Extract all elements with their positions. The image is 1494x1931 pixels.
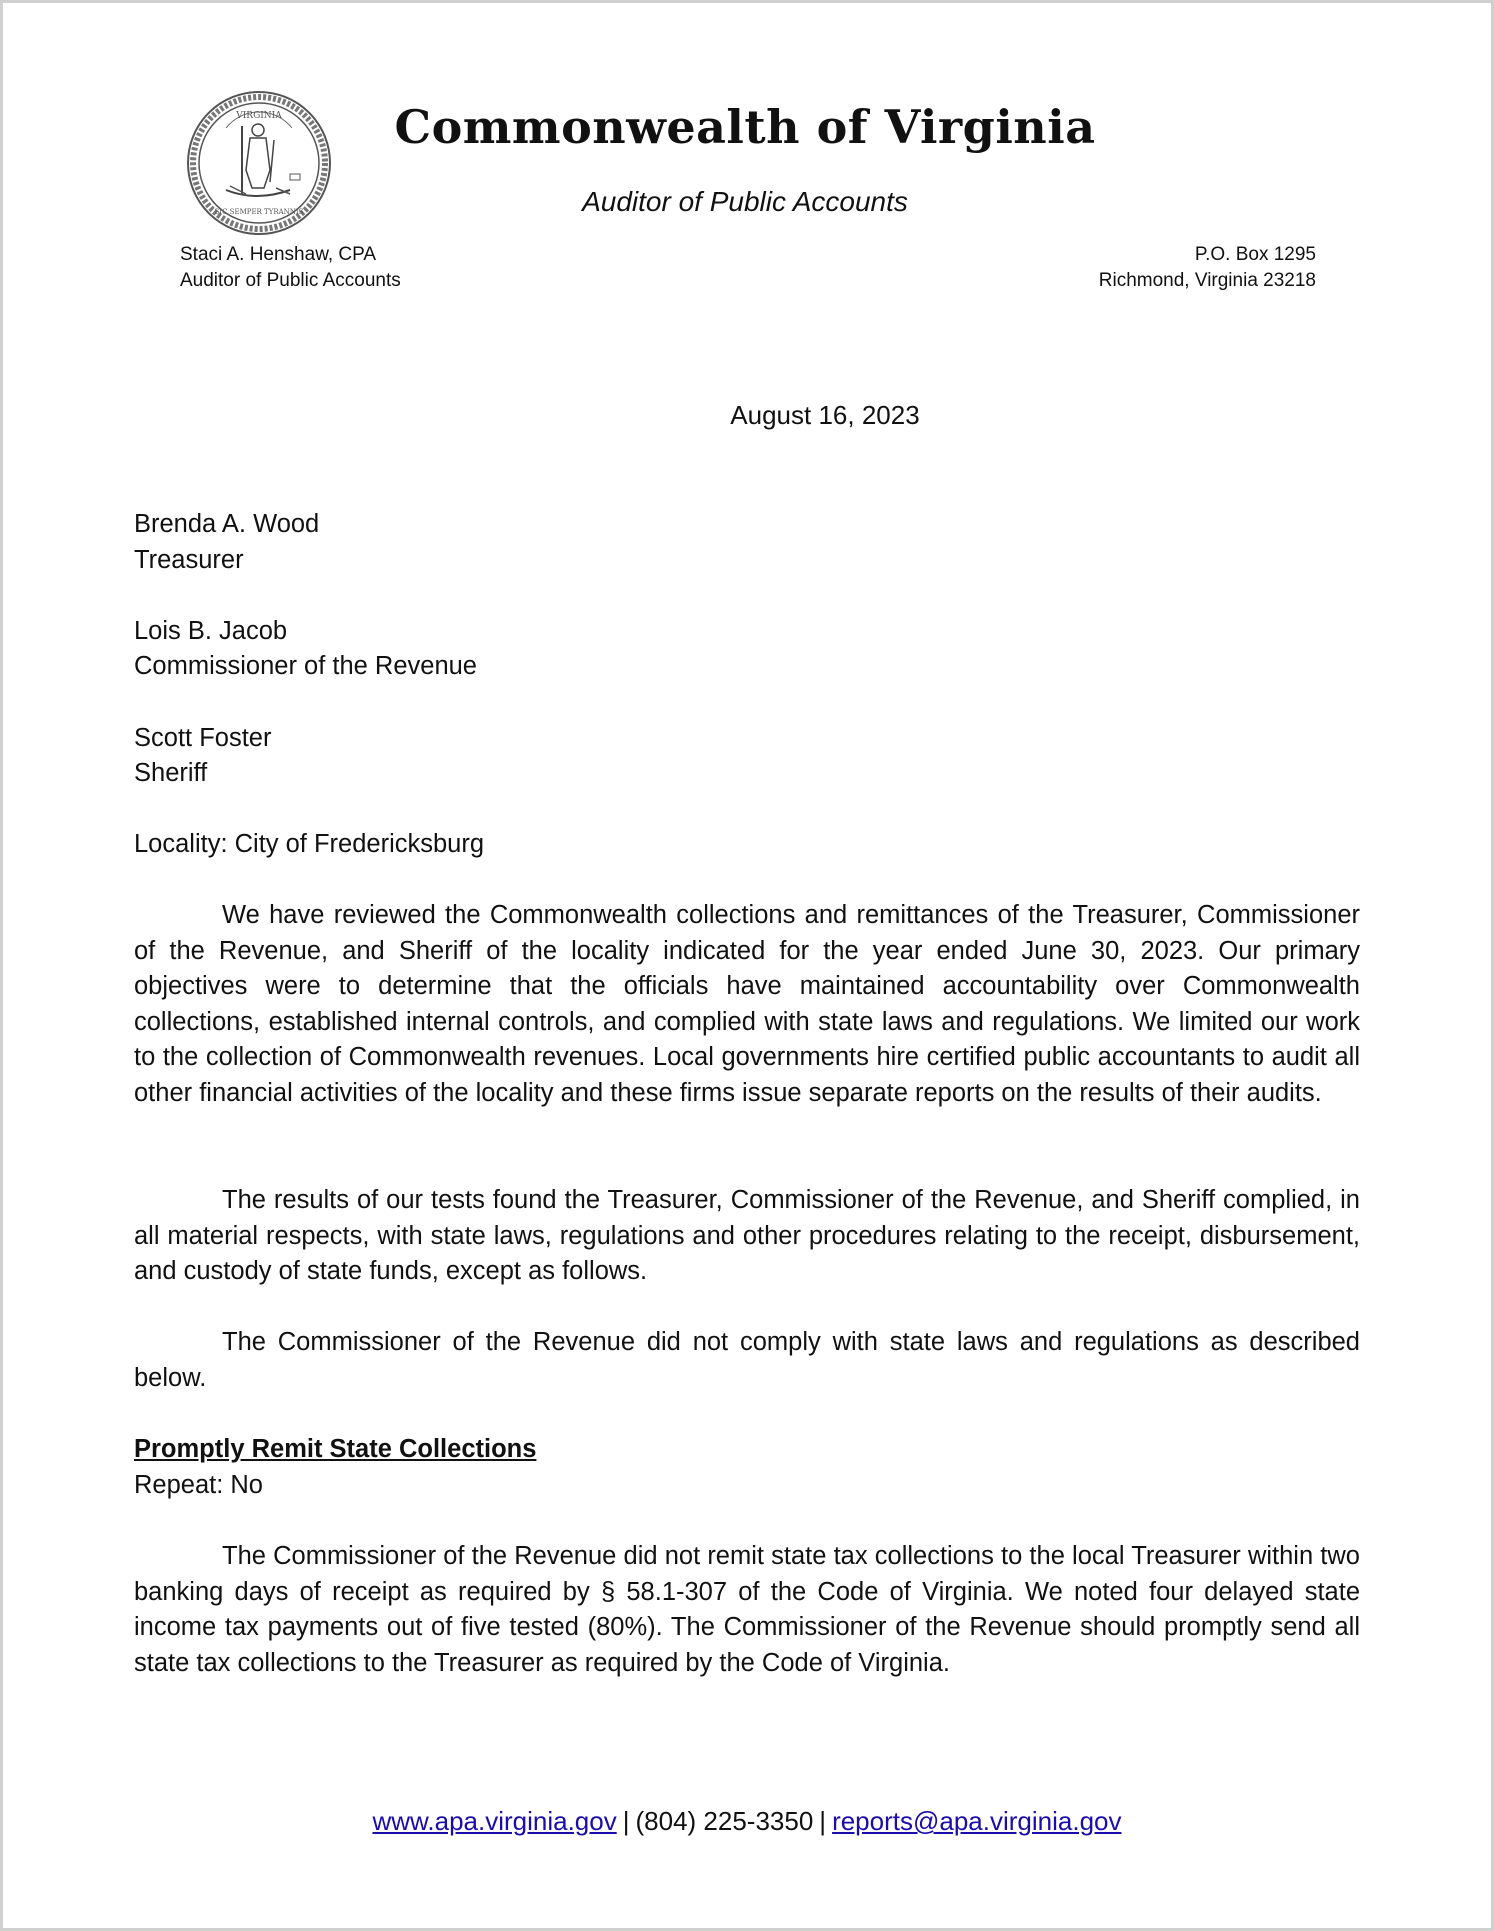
addressee — [134, 507, 1360, 578]
letterhead-title: Commonwealth of Virginia — [394, 100, 1096, 154]
svg-text:VIRGINIA: VIRGINIA — [236, 111, 282, 121]
auditor-name: Staci A. Henshaw, CPA — [180, 244, 377, 265]
letterhead-subtitle: Auditor of Public Accounts — [582, 186, 908, 217]
addressee — [134, 614, 1360, 685]
addressee-title: Treasurer — [134, 545, 244, 574]
noncompliance-paragraph — [134, 1325, 1360, 1396]
addressee-name: Lois B. Jacob — [134, 616, 288, 645]
auditor-block — [180, 242, 401, 294]
paragraph-text: We have reviewed the Commonwealth collections and remittances of the Treasurer, Commissioner of the Revenue, and Sheriff of the locality indicated for the year ended June 30, 2023. Our primary objectives were to determine that the officials have maintained accountability over Commonwealth collections, established internal controls, and complied with state laws and regulations. We limited our work to the collection of Commonwealth revenues. Local governments hire certified public accountants to audit all other financial activities of the locality and these firms issue separate reports on the results of their audits. — [134, 901, 1360, 1107]
paragraph-text: The Commissioner of the Revenue did not remit state tax collections to the local Treasurer within two banking days of receipt as required by § 58.1-307 of the Code of Virginia. We noted four delayed state income tax payments out of five tested (80%). The Commissioner of the Revenue should promptly send all state tax collections to the Treasurer as required by the Code of Virginia. — [134, 1542, 1360, 1677]
addressee-title: Sheriff — [134, 759, 208, 788]
address-line-1: P.O. Box 1295 — [1194, 244, 1316, 265]
results-paragraph — [134, 1183, 1360, 1290]
finding-repeat-status: Repeat: No — [134, 1470, 263, 1499]
address-line-2: Richmond, Virginia 23218 — [1098, 270, 1316, 291]
footer-contact — [0, 1806, 1494, 1837]
letter-date: August 16, 2023 — [730, 400, 920, 430]
addressee — [134, 721, 1360, 792]
finding-paragraph — [134, 1539, 1360, 1681]
virginia-seal-icon — [186, 90, 332, 236]
mailing-address — [1099, 242, 1316, 294]
footer-separator: | — [819, 1806, 827, 1836]
svg-text:SIC SEMPER TYRANNIS: SIC SEMPER TYRANNIS — [214, 208, 304, 216]
paragraph-text: The Commissioner of the Revenue did not comply with state laws and regulations as described below. — [134, 1328, 1360, 1392]
locality-line: Locality: City of Fredericksburg — [134, 830, 485, 858]
finding-title: Promptly Remit State Collections — [134, 1435, 537, 1463]
review-scope-paragraph — [134, 898, 1360, 1112]
email-link[interactable]: reports@apa.virginia.gov — [832, 1806, 1122, 1836]
addressee-list — [134, 507, 1360, 827]
addressee-name: Scott Foster — [134, 723, 272, 752]
addressee-name: Brenda A. Wood — [134, 510, 320, 538]
auditor-title: Auditor of Public Accounts — [180, 270, 401, 291]
footer-separator: | — [622, 1806, 630, 1836]
website-link[interactable]: www.apa.virginia.gov — [372, 1806, 617, 1836]
addressee-title: Commissioner of the Revenue — [134, 652, 477, 681]
phone-number: (804) 225-3350 — [635, 1806, 814, 1836]
paragraph-text: The results of our tests found the Treasurer, Commissioner of the Revenue, and Sheriff complied, in all material respects, with state laws, regulations and other procedures relating to the receipt, disbursement, and custody of state funds, except as follows. — [134, 1186, 1360, 1286]
finding-header — [134, 1432, 1360, 1503]
